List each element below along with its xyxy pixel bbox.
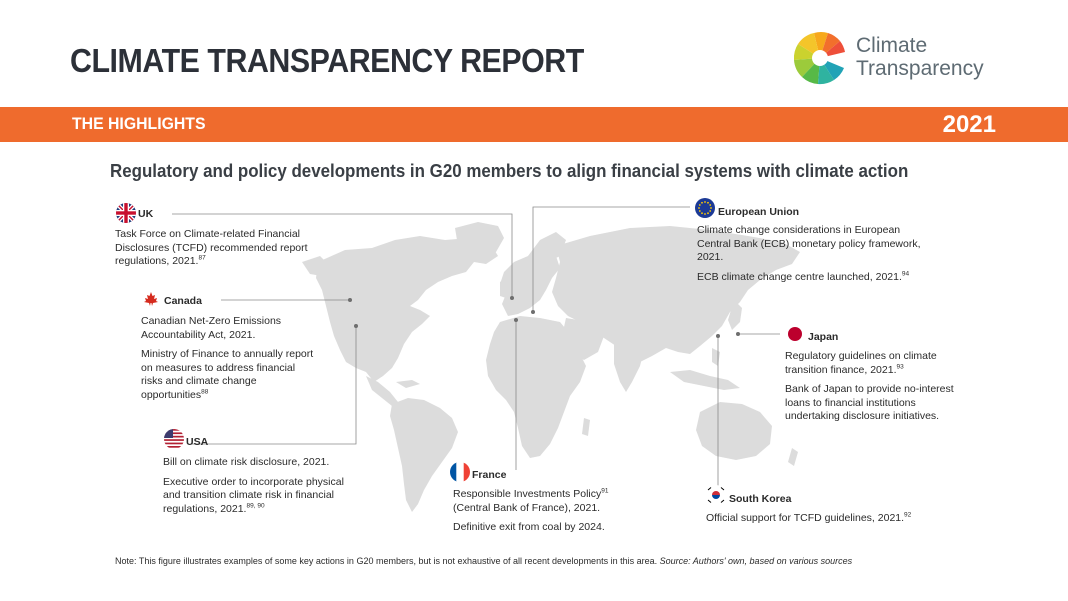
uk-details bbox=[115, 228, 330, 275]
canada-name: Canada bbox=[164, 295, 202, 307]
south-korea-item-1-text: Official support for TCFD guidelines, 2021. bbox=[706, 512, 905, 524]
south-korea-dot bbox=[716, 334, 720, 338]
logo-text-line2: Transparency bbox=[856, 57, 984, 80]
japan-details bbox=[785, 350, 960, 430]
france-item-1-ref: 91 bbox=[601, 487, 609, 495]
eu-dot bbox=[531, 310, 535, 314]
uk-item-1-text: Task Force on Climate-related Financial Disclosures (TCFD) recommended report regulations, 2021. bbox=[115, 228, 308, 267]
canada-details bbox=[141, 315, 316, 408]
france-item-1 bbox=[453, 488, 628, 515]
caribbean-shape bbox=[396, 380, 420, 388]
india-shape bbox=[614, 340, 644, 392]
report-title: CLIMATE TRANSPARENCY REPORT bbox=[70, 42, 584, 79]
canada-flag-icon bbox=[140, 289, 162, 311]
uk-dot bbox=[510, 296, 514, 300]
south-korea-item-1 bbox=[706, 512, 936, 526]
south-korea-details bbox=[706, 512, 936, 532]
canada-item-2 bbox=[141, 348, 316, 402]
uk-item-1 bbox=[115, 228, 330, 269]
japan-item-1-text: Regulatory guidelines on climate transition finance, 2021. bbox=[785, 350, 937, 376]
eu-label-group bbox=[718, 206, 799, 220]
france-item-1-text-b: (Central Bank of France), 2021. bbox=[453, 501, 601, 514]
philippines-shape bbox=[712, 348, 720, 366]
central-america-shape bbox=[366, 376, 398, 406]
banner-label: THE HIGHLIGHTS bbox=[72, 114, 206, 133]
france-label-group bbox=[472, 469, 506, 483]
canada-item-2-ref: 88 bbox=[201, 388, 209, 395]
canada-item-1: Canadian Net-Zero Emissions Accountability Act, 2021. bbox=[141, 315, 282, 341]
usa-item-2-ref: 89, 90 bbox=[246, 502, 265, 509]
usa-item-1: Bill on climate risk disclosure, 2021. bbox=[163, 456, 330, 468]
usa-details bbox=[163, 456, 358, 522]
usa-item-2 bbox=[163, 476, 358, 517]
eu-name: European Union bbox=[718, 206, 800, 218]
france-item-1-text-a: Responsible Investments Policy bbox=[453, 488, 602, 500]
eu-item-2-ref: 94 bbox=[901, 270, 910, 277]
france-name: France bbox=[472, 469, 507, 481]
figure-subtitle: Regulatory and policy developments in G20 members to align financial systems with climate action bbox=[110, 161, 909, 181]
note-text: Note: This figure illustrates examples of some key actions in G20 members, but is not exhaustive of all recent developments in this area. bbox=[115, 556, 658, 566]
figure-note bbox=[115, 556, 852, 566]
japan-item-1 bbox=[785, 350, 960, 377]
france-item-2: Definitive exit from coal by 2024. bbox=[453, 521, 605, 533]
eu-item-2-text: ECB climate change centre launched, 2021. bbox=[697, 270, 902, 283]
france-details bbox=[453, 488, 628, 541]
japan-name: Japan bbox=[808, 331, 839, 343]
africa-shape bbox=[486, 316, 586, 458]
uk-item-1-ref: 87 bbox=[198, 254, 206, 262]
uk-label-group bbox=[138, 208, 153, 222]
eu-item-2 bbox=[697, 271, 932, 285]
eu-details bbox=[697, 224, 932, 290]
eu-item-1: Climate change considerations in European Central Bank (ECB) monetary policy framework, 2021. bbox=[697, 224, 921, 263]
note-source: Source: Authors' own, based on various sources bbox=[659, 556, 853, 566]
usa-dot bbox=[354, 324, 358, 328]
madagascar-shape bbox=[582, 418, 590, 436]
eu-flag-icon bbox=[694, 197, 716, 219]
indonesia-shape bbox=[670, 370, 740, 390]
logo-text-line1: Climate bbox=[856, 34, 928, 57]
south-korea-name: South Korea bbox=[729, 493, 792, 505]
south-america-shape bbox=[390, 398, 458, 512]
usa-label-group bbox=[186, 436, 208, 450]
japan-item-2: Bank of Japan to provide no-interest loans to financial institutions undertaking disclosure initiatives. bbox=[785, 383, 954, 422]
usa-item-2-text: Executive order to incorporate physical and transition climate risk in financial regulations, 2021. bbox=[163, 475, 344, 515]
uk-flag-icon bbox=[115, 202, 137, 224]
canada-label-group bbox=[164, 295, 202, 309]
banner-year: 2021 bbox=[942, 111, 996, 138]
uk-name: UK bbox=[138, 208, 154, 220]
japan-label-group bbox=[808, 331, 838, 345]
south-korea-label-group bbox=[729, 493, 791, 507]
canada-dot bbox=[348, 298, 352, 302]
japan-dot bbox=[736, 332, 740, 336]
japan-item-1-ref: 93 bbox=[896, 363, 904, 370]
south-korea-flag-icon bbox=[705, 484, 727, 506]
south-korea-item-1-ref: 92 bbox=[904, 511, 912, 519]
europe-shape bbox=[500, 252, 560, 316]
canada-item-2-text: Ministry of Finance to annually report on measures to address financial risks and climate change opportunities bbox=[141, 348, 314, 401]
france-dot bbox=[514, 318, 518, 322]
australia-shape bbox=[696, 402, 772, 460]
usa-flag-icon bbox=[163, 428, 185, 450]
france-flag-icon bbox=[449, 461, 471, 483]
usa-name: USA bbox=[186, 436, 209, 448]
japan-flag-icon bbox=[784, 323, 806, 345]
new-zealand-shape bbox=[788, 448, 798, 466]
